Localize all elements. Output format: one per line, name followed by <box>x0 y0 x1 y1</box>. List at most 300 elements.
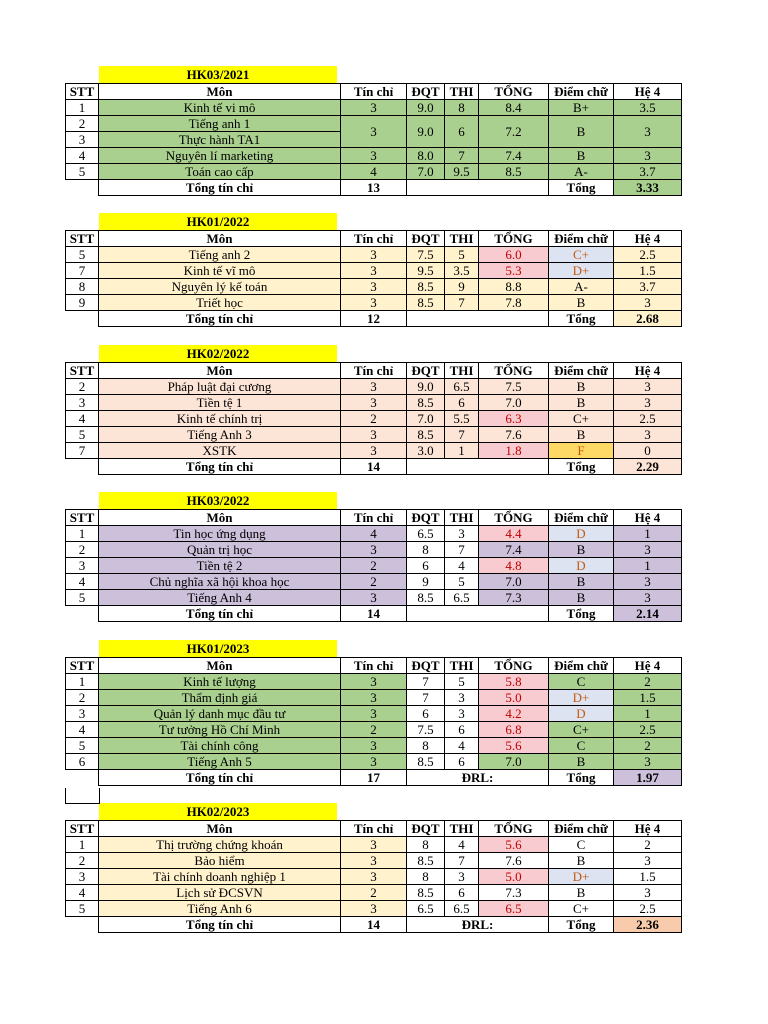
cell-dqt: 9 <box>407 574 445 590</box>
total-credits-value: 14 <box>341 917 407 933</box>
cell-letter: B <box>549 754 614 770</box>
total-row <box>66 311 682 327</box>
cell-dqt: 8.5 <box>407 853 445 869</box>
cell-thi: 7 <box>445 427 479 443</box>
cell-stt: 1 <box>66 837 99 853</box>
cell-stt: 3 <box>66 869 99 885</box>
total-spacer <box>66 770 99 786</box>
column-header: Hệ 4 <box>614 363 682 379</box>
cell-credits: 3 <box>341 590 407 606</box>
cell-thi: 6.5 <box>445 901 479 917</box>
cell-stt: 5 <box>66 738 99 754</box>
cell-dqt: 6.5 <box>407 901 445 917</box>
column-header: STT <box>66 363 99 379</box>
cell-thi: 3 <box>445 706 479 722</box>
column-header: TỔNG <box>479 510 549 526</box>
table-row <box>66 164 682 180</box>
column-header: ĐQT <box>407 84 445 100</box>
total-spacer <box>66 180 99 196</box>
cell-dqt: 9.0 <box>407 116 445 148</box>
cell-stt: 1 <box>66 100 99 116</box>
cell-stt: 4 <box>66 722 99 738</box>
column-header: Hệ 4 <box>614 231 682 247</box>
total-credits-label: Tổng tín chỉ <box>99 917 341 933</box>
column-header: ĐQT <box>407 363 445 379</box>
table-row <box>66 411 682 427</box>
cell-stt: 9 <box>66 295 99 311</box>
grade-table <box>65 83 682 196</box>
cell-subject: Tiền tệ 2 <box>99 558 341 574</box>
cell-stt: 5 <box>66 247 99 263</box>
gpa-label: Tổng <box>549 180 614 196</box>
cell-letter: C+ <box>549 722 614 738</box>
table-row <box>66 247 682 263</box>
cell-he4: 2.5 <box>614 247 682 263</box>
cell-thi: 6 <box>445 722 479 738</box>
total-credits-label: Tổng tín chỉ <box>99 770 341 786</box>
cell-thi: 5.5 <box>445 411 479 427</box>
cell-tong: 7.6 <box>479 427 549 443</box>
cell-letter: B <box>549 853 614 869</box>
cell-subject: Tiền tệ 1 <box>99 395 341 411</box>
cell-he4: 2.5 <box>614 901 682 917</box>
column-header: THI <box>445 84 479 100</box>
cell-stt: 7 <box>66 263 99 279</box>
table-header-row <box>66 510 682 526</box>
cell-thi: 7 <box>445 853 479 869</box>
cell-stt: 4 <box>66 574 99 590</box>
table-row <box>66 574 682 590</box>
cell-subject: Kinh tế vi mô <box>99 100 341 116</box>
cell-dqt: 6 <box>407 706 445 722</box>
cell-tong: 5.6 <box>479 738 549 754</box>
cell-credits: 3 <box>341 247 407 263</box>
table-row <box>66 542 682 558</box>
cell-letter: C <box>549 837 614 853</box>
gpa-value: 3.33 <box>614 180 682 196</box>
cell-subject: Nguyên lý kế toán <box>99 279 341 295</box>
cell-letter: C <box>549 738 614 754</box>
cell-thi: 8 <box>445 100 479 116</box>
cell-tong: 4.8 <box>479 558 549 574</box>
column-header: TỔNG <box>479 658 549 674</box>
cell-thi: 6 <box>445 395 479 411</box>
cell-he4: 3 <box>614 574 682 590</box>
table-row <box>66 754 682 770</box>
cell-stt: 3 <box>66 706 99 722</box>
cell-stt: 2 <box>66 542 99 558</box>
cell-letter: B+ <box>549 100 614 116</box>
total-row <box>66 459 682 475</box>
column-header: Điểm chữ <box>549 658 614 674</box>
cell-thi: 1 <box>445 443 479 459</box>
cell-dqt: 8 <box>407 869 445 885</box>
grade-table <box>65 230 682 327</box>
total-spacer <box>66 459 99 475</box>
cell-credits: 3 <box>341 738 407 754</box>
cell-tong: 6.0 <box>479 247 549 263</box>
cell-stt: 7 <box>66 443 99 459</box>
column-header: Môn <box>99 231 341 247</box>
cell-he4: 1 <box>614 558 682 574</box>
total-blank <box>407 606 549 622</box>
cell-letter: A- <box>549 279 614 295</box>
table-row <box>66 722 682 738</box>
cell-he4: 0 <box>614 443 682 459</box>
total-row <box>66 917 682 933</box>
column-header: ĐQT <box>407 510 445 526</box>
column-header: Môn <box>99 363 341 379</box>
cell-he4: 1 <box>614 526 682 542</box>
cell-stt: 5 <box>66 590 99 606</box>
column-header: Môn <box>99 821 341 837</box>
semester-title: HK03/2021 <box>99 66 337 83</box>
cell-thi: 6.5 <box>445 379 479 395</box>
cell-credits: 3 <box>341 148 407 164</box>
cell-credits: 3 <box>341 853 407 869</box>
drl-label: ĐRL: <box>407 917 549 933</box>
cell-thi: 5 <box>445 674 479 690</box>
gpa-value: 1.97 <box>614 770 682 786</box>
cell-stt: 8 <box>66 279 99 295</box>
cell-letter: B <box>549 542 614 558</box>
semester-title: HK01/2022 <box>99 213 337 230</box>
total-row <box>66 770 682 786</box>
table-header-row <box>66 84 682 100</box>
table-row <box>66 427 682 443</box>
column-header: Hệ 4 <box>614 84 682 100</box>
grade-table <box>65 509 682 622</box>
cell-he4: 2 <box>614 674 682 690</box>
cell-thi: 4 <box>445 837 479 853</box>
cell-tong: 6.8 <box>479 722 549 738</box>
cell-thi: 6 <box>445 754 479 770</box>
total-credits-value: 17 <box>341 770 407 786</box>
cell-subject: Kinh tế vĩ mô <box>99 263 341 279</box>
cell-credits: 3 <box>341 116 407 148</box>
cell-dqt: 7.5 <box>407 722 445 738</box>
table-row <box>66 100 682 116</box>
table-row <box>66 263 682 279</box>
cell-subject: Tiếng anh 1 <box>99 116 341 132</box>
cell-credits: 2 <box>341 411 407 427</box>
total-credits-label: Tổng tín chỉ <box>99 606 341 622</box>
gpa-label: Tổng <box>549 311 614 327</box>
gpa-label: Tổng <box>549 606 614 622</box>
column-header: ĐQT <box>407 658 445 674</box>
total-blank <box>407 459 549 475</box>
cell-letter: C+ <box>549 247 614 263</box>
cell-letter: B <box>549 574 614 590</box>
column-header: TỔNG <box>479 363 549 379</box>
cell-letter: D+ <box>549 263 614 279</box>
total-credits-label: Tổng tín chỉ <box>99 311 341 327</box>
table-row <box>66 738 682 754</box>
cell-subject: Tiếng Anh 5 <box>99 754 341 770</box>
column-header: Điểm chữ <box>549 510 614 526</box>
cell-tong: 7.3 <box>479 885 549 901</box>
column-header: THI <box>445 510 479 526</box>
semester-title: HK03/2022 <box>99 492 337 509</box>
cell-thi: 6.5 <box>445 590 479 606</box>
cell-stt: 5 <box>66 164 99 180</box>
total-blank <box>407 180 549 196</box>
cell-subject: Chủ nghĩa xã hội khoa học <box>99 574 341 590</box>
column-header: Hệ 4 <box>614 510 682 526</box>
cell-he4: 3 <box>614 148 682 164</box>
cell-credits: 3 <box>341 295 407 311</box>
grade-table <box>65 362 682 475</box>
table-row <box>66 116 682 132</box>
cell-letter: C+ <box>549 901 614 917</box>
cell-credits: 3 <box>341 279 407 295</box>
column-header: Tín chỉ <box>341 510 407 526</box>
column-header: Môn <box>99 658 341 674</box>
column-header: TỔNG <box>479 821 549 837</box>
cell-dqt: 6.5 <box>407 526 445 542</box>
cell-dqt: 8.5 <box>407 885 445 901</box>
drl-label: ĐRL: <box>407 770 549 786</box>
column-header: STT <box>66 821 99 837</box>
cell-he4: 3 <box>614 754 682 770</box>
cell-credits: 2 <box>341 885 407 901</box>
cell-dqt: 8 <box>407 542 445 558</box>
gpa-value: 2.14 <box>614 606 682 622</box>
cell-tong: 7.0 <box>479 574 549 590</box>
cell-subject: Quản lý danh mục đầu tư <box>99 706 341 722</box>
cell-he4: 1 <box>614 706 682 722</box>
column-header: THI <box>445 231 479 247</box>
column-header: Môn <box>99 84 341 100</box>
cell-thi: 9 <box>445 279 479 295</box>
cell-he4: 3.7 <box>614 164 682 180</box>
cell-he4: 3 <box>614 542 682 558</box>
cell-subject: XSTK <box>99 443 341 459</box>
cell-dqt: 8.5 <box>407 279 445 295</box>
cell-dqt: 9.0 <box>407 100 445 116</box>
cell-letter: D <box>549 706 614 722</box>
total-credits-label: Tổng tín chỉ <box>99 180 341 196</box>
table-row <box>66 901 682 917</box>
cell-tong: 8.4 <box>479 100 549 116</box>
total-row <box>66 180 682 196</box>
cell-tong: 8.8 <box>479 279 549 295</box>
column-header: Hệ 4 <box>614 658 682 674</box>
column-header: ĐQT <box>407 231 445 247</box>
blank-row <box>65 788 100 804</box>
table-row <box>66 558 682 574</box>
cell-he4: 2.5 <box>614 722 682 738</box>
table-row <box>66 590 682 606</box>
gpa-label: Tổng <box>549 917 614 933</box>
column-header: TỔNG <box>479 231 549 247</box>
cell-tong: 7.2 <box>479 116 549 148</box>
cell-letter: C <box>549 674 614 690</box>
cell-subject: Pháp luật đại cương <box>99 379 341 395</box>
cell-he4: 2.5 <box>614 411 682 427</box>
column-header: Điểm chữ <box>549 821 614 837</box>
cell-credits: 2 <box>341 558 407 574</box>
cell-stt: 4 <box>66 885 99 901</box>
cell-tong: 7.4 <box>479 542 549 558</box>
cell-credits: 3 <box>341 869 407 885</box>
total-credits-value: 13 <box>341 180 407 196</box>
cell-subject: Nguyên lí marketing <box>99 148 341 164</box>
cell-tong: 7.0 <box>479 754 549 770</box>
table-header-row <box>66 658 682 674</box>
cell-thi: 3 <box>445 690 479 706</box>
cell-stt: 3 <box>66 132 99 148</box>
column-header: STT <box>66 84 99 100</box>
cell-tong: 7.8 <box>479 295 549 311</box>
cell-thi: 4 <box>445 738 479 754</box>
cell-he4: 3 <box>614 116 682 148</box>
table-header-row <box>66 231 682 247</box>
cell-he4: 2 <box>614 738 682 754</box>
table-row <box>66 148 682 164</box>
cell-tong: 1.8 <box>479 443 549 459</box>
cell-subject: Kinh tế lượng <box>99 674 341 690</box>
table-row <box>66 885 682 901</box>
cell-stt: 1 <box>66 526 99 542</box>
cell-dqt: 7.0 <box>407 164 445 180</box>
cell-letter: F <box>549 443 614 459</box>
column-header: THI <box>445 821 479 837</box>
cell-letter: B <box>549 295 614 311</box>
cell-thi: 7 <box>445 542 479 558</box>
table-row <box>66 869 682 885</box>
cell-thi: 5 <box>445 574 479 590</box>
cell-subject: Tư tưởng Hồ Chí Minh <box>99 722 341 738</box>
semester-title: HK02/2022 <box>99 345 337 362</box>
cell-tong: 7.5 <box>479 379 549 395</box>
column-header: Môn <box>99 510 341 526</box>
cell-tong: 7.4 <box>479 148 549 164</box>
cell-dqt: 8.5 <box>407 295 445 311</box>
cell-letter: B <box>549 379 614 395</box>
cell-subject: Tài chính doanh nghiệp 1 <box>99 869 341 885</box>
gpa-label: Tổng <box>549 770 614 786</box>
table-row <box>66 395 682 411</box>
cell-tong: 6.3 <box>479 411 549 427</box>
cell-dqt: 8 <box>407 837 445 853</box>
cell-letter: B <box>549 427 614 443</box>
cell-dqt: 8.5 <box>407 395 445 411</box>
column-header: Tín chỉ <box>341 84 407 100</box>
total-row <box>66 606 682 622</box>
cell-credits: 3 <box>341 395 407 411</box>
cell-thi: 4 <box>445 558 479 574</box>
cell-tong: 8.5 <box>479 164 549 180</box>
cell-dqt: 7 <box>407 674 445 690</box>
cell-tong: 5.0 <box>479 690 549 706</box>
cell-dqt: 7.5 <box>407 247 445 263</box>
cell-stt: 4 <box>66 148 99 164</box>
cell-letter: D+ <box>549 690 614 706</box>
cell-credits: 3 <box>341 100 407 116</box>
cell-dqt: 8.5 <box>407 590 445 606</box>
table-row <box>66 279 682 295</box>
cell-stt: 1 <box>66 674 99 690</box>
column-header: Điểm chữ <box>549 231 614 247</box>
cell-thi: 6 <box>445 116 479 148</box>
gpa-value: 2.29 <box>614 459 682 475</box>
column-header: THI <box>445 658 479 674</box>
cell-dqt: 8.0 <box>407 148 445 164</box>
cell-subject: Kinh tế chính trị <box>99 411 341 427</box>
cell-dqt: 8 <box>407 738 445 754</box>
cell-tong: 5.0 <box>479 869 549 885</box>
cell-dqt: 3.0 <box>407 443 445 459</box>
cell-he4: 1.5 <box>614 263 682 279</box>
cell-tong: 4.4 <box>479 526 549 542</box>
cell-stt: 5 <box>66 901 99 917</box>
cell-credits: 4 <box>341 164 407 180</box>
cell-letter: A- <box>549 164 614 180</box>
cell-tong: 5.3 <box>479 263 549 279</box>
cell-credits: 3 <box>341 754 407 770</box>
column-header: Tín chỉ <box>341 658 407 674</box>
cell-dqt: 7.0 <box>407 411 445 427</box>
table-row <box>66 379 682 395</box>
cell-stt: 3 <box>66 558 99 574</box>
cell-he4: 3 <box>614 427 682 443</box>
table-row <box>66 853 682 869</box>
cell-letter: B <box>549 148 614 164</box>
cell-credits: 3 <box>341 837 407 853</box>
cell-he4: 3 <box>614 295 682 311</box>
semester-title: HK02/2023 <box>99 803 337 820</box>
cell-credits: 3 <box>341 674 407 690</box>
cell-subject: Thẩm định giá <box>99 690 341 706</box>
cell-tong: 7.0 <box>479 395 549 411</box>
total-spacer <box>66 311 99 327</box>
total-spacer <box>66 606 99 622</box>
total-credits-value: 14 <box>341 459 407 475</box>
cell-subject: Toán cao cấp <box>99 164 341 180</box>
column-header: STT <box>66 231 99 247</box>
cell-dqt: 9.0 <box>407 379 445 395</box>
cell-letter: B <box>549 590 614 606</box>
cell-thi: 3 <box>445 526 479 542</box>
cell-he4: 3 <box>614 853 682 869</box>
column-header: THI <box>445 363 479 379</box>
cell-letter: B <box>549 395 614 411</box>
cell-subject: Lịch sử ĐCSVN <box>99 885 341 901</box>
cell-stt: 2 <box>66 853 99 869</box>
cell-credits: 3 <box>341 263 407 279</box>
column-header: Điểm chữ <box>549 84 614 100</box>
cell-letter: C+ <box>549 411 614 427</box>
column-header: STT <box>66 510 99 526</box>
cell-credits: 2 <box>341 722 407 738</box>
cell-stt: 2 <box>66 690 99 706</box>
column-header: Hệ 4 <box>614 821 682 837</box>
cell-tong: 6.5 <box>479 901 549 917</box>
cell-thi: 3 <box>445 869 479 885</box>
cell-letter: D+ <box>549 869 614 885</box>
cell-stt: 6 <box>66 754 99 770</box>
cell-he4: 3.5 <box>614 100 682 116</box>
cell-subject: Tài chính công <box>99 738 341 754</box>
column-header: STT <box>66 658 99 674</box>
cell-credits: 2 <box>341 574 407 590</box>
column-header: Điểm chữ <box>549 363 614 379</box>
table-row <box>66 706 682 722</box>
gpa-value: 2.68 <box>614 311 682 327</box>
total-spacer <box>66 917 99 933</box>
grade-table <box>65 820 682 933</box>
